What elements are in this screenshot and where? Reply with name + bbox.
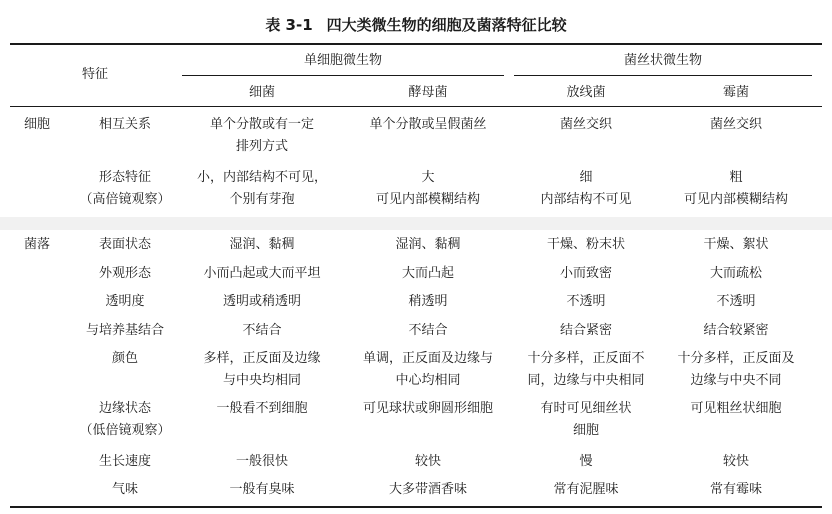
- cell-line: 不结合: [242, 323, 282, 338]
- column-header-actinomycete: 放线菌: [566, 85, 606, 100]
- table-cell-mold: [660, 348, 812, 392]
- cell-line: 内部结构不可见: [540, 192, 632, 207]
- table-cell-bacteria: [182, 291, 342, 313]
- table-cell-actinomycete: [510, 479, 662, 501]
- table-cell-actinomycete: [510, 234, 662, 256]
- cell-line: 粗: [729, 170, 743, 185]
- table-cell-yeast: [347, 320, 509, 342]
- row-label: [70, 167, 180, 211]
- table-cell-bacteria: [182, 263, 342, 285]
- table-cell-yeast: [347, 451, 509, 473]
- cell-line: 一般有臭味: [229, 482, 295, 497]
- cell-line: 较快: [414, 454, 441, 469]
- table-cell-bacteria: [182, 348, 342, 392]
- cell-line: 透明度: [105, 294, 145, 309]
- cell-line: 细: [579, 170, 593, 185]
- cell-line: 气味: [111, 482, 138, 497]
- row-label: [70, 114, 180, 136]
- table-cell-yeast: [347, 234, 509, 256]
- cell-line: 结合较紧密: [703, 323, 769, 338]
- cell-line: （高倍镜观察）: [79, 192, 171, 207]
- table-cell-yeast: [347, 348, 509, 392]
- table-cell-actinomycete: [510, 291, 662, 313]
- table-cell-mold: [660, 114, 812, 136]
- cell-line: 一般很快: [235, 454, 288, 469]
- table-cell-bacteria: [182, 320, 342, 342]
- table-cell-actinomycete: [510, 320, 662, 342]
- cell-line: 菌丝交织: [559, 117, 612, 132]
- cell-line: 小而凸起或大而平坦: [203, 266, 321, 281]
- table-cell-bacteria: [182, 479, 342, 501]
- table-title-text: 四大类微生物的细胞及菌落特征比较: [326, 16, 567, 34]
- cell-line: 十分多样，正反面不: [527, 351, 645, 366]
- table-cell-mold: [660, 479, 812, 501]
- row-label: [70, 320, 180, 342]
- page-break-band: [0, 217, 832, 230]
- cell-line: 常有霉味: [709, 482, 762, 497]
- cell-line: 可见粗丝状细胞: [690, 401, 782, 416]
- table-cell-bacteria: [182, 398, 342, 420]
- table-cell-actinomycete: [510, 114, 662, 136]
- table-cell-bacteria: [182, 114, 342, 158]
- cell-line: 大多带酒香味: [388, 482, 467, 497]
- cell-line: 可见内部模糊结构: [375, 192, 480, 207]
- cell-line: 稍透明: [408, 294, 448, 309]
- cell-line: 小而致密: [559, 266, 612, 281]
- cell-line: 中心均相同: [395, 373, 461, 388]
- table-cell-bacteria: [182, 167, 342, 211]
- cell-line: 不透明: [566, 294, 606, 309]
- table-cell-actinomycete: [510, 348, 662, 392]
- table-cell-bacteria: [182, 234, 342, 256]
- cell-line: 较快: [722, 454, 749, 469]
- cell-line: （低倍镜观察）: [79, 423, 171, 438]
- table-cell-yeast: [347, 398, 509, 420]
- cell-line: 一般看不到细胞: [216, 401, 308, 416]
- row-label: [70, 398, 180, 442]
- cell-line: 可见内部模糊结构: [683, 192, 788, 207]
- cell-line: 单个分散或呈假菌丝: [369, 117, 487, 132]
- cell-line: 细胞: [572, 423, 599, 438]
- column-header-mold: 霉菌: [722, 85, 749, 100]
- table-cell-mold: [660, 291, 812, 313]
- row-label: [70, 234, 180, 256]
- cell-line: 可见球状或卵圆形细胞: [362, 401, 493, 416]
- header-group-single: 单细胞微生物: [303, 53, 382, 68]
- header-feature: 特征: [81, 67, 108, 82]
- table-cell-mold: [660, 234, 812, 256]
- cell-line: 干燥、粉末状: [546, 237, 625, 252]
- table-title: [0, 14, 832, 35]
- section-label-colony: 菌落: [24, 237, 51, 252]
- cell-line: 同，边缘与中央相同: [527, 373, 645, 388]
- table-cell-actinomycete: [510, 263, 662, 285]
- column-header-bacteria: 细菌: [248, 85, 275, 100]
- cell-line: 相互关系: [98, 117, 151, 132]
- row-label: [70, 348, 180, 370]
- table-cell-yeast: [347, 167, 509, 211]
- table-cell-actinomycete: [510, 451, 662, 473]
- row-label: [70, 263, 180, 285]
- bottom-rule: [10, 506, 822, 508]
- cell-line: 边缘状态: [98, 401, 151, 416]
- cell-line: 湿润、黏稠: [395, 237, 461, 252]
- header-bottom-rule: [10, 106, 822, 107]
- table-cell-mold: [660, 451, 812, 473]
- table-cell-actinomycete: [510, 398, 662, 442]
- row-label: [70, 479, 180, 501]
- group-rule-filament: [514, 75, 812, 76]
- cell-line: 透明或稍透明: [222, 294, 301, 309]
- cell-line: 不结合: [408, 323, 448, 338]
- cell-line: 外观形态: [98, 266, 151, 281]
- top-rule: [10, 43, 822, 45]
- row-label: [70, 451, 180, 473]
- cell-line: 大: [421, 170, 435, 185]
- cell-line: 与培养基结合: [85, 323, 164, 338]
- cell-line: 与中央均相同: [222, 373, 301, 388]
- cell-line: 有时可见细丝状: [540, 401, 632, 416]
- column-header-yeast: 酵母菌: [408, 85, 448, 100]
- cell-line: 排列方式: [235, 139, 288, 154]
- cell-line: 形态特征: [98, 170, 151, 185]
- cell-line: 大而凸起: [401, 266, 454, 281]
- cell-line: 小，内部结构不可见，: [196, 170, 327, 185]
- table-cell-mold: [660, 167, 812, 211]
- table-cell-bacteria: [182, 451, 342, 473]
- group-rule-single: [182, 75, 504, 76]
- table-cell-mold: [660, 263, 812, 285]
- table-cell-yeast: [347, 479, 509, 501]
- cell-line: 生长速度: [98, 454, 151, 469]
- table-cell-actinomycete: [510, 167, 662, 211]
- cell-line: 慢: [579, 454, 593, 469]
- cell-line: 菌丝交织: [709, 117, 762, 132]
- table-cell-yeast: [347, 114, 509, 136]
- cell-line: 单调，正反面及边缘与: [362, 351, 493, 366]
- cell-line: 边缘与中央不同: [690, 373, 782, 388]
- cell-line: 常有泥腥味: [553, 482, 619, 497]
- cell-line: 不透明: [716, 294, 756, 309]
- section-label-cell: 细胞: [24, 117, 51, 132]
- cell-line: 大而疏松: [709, 266, 762, 281]
- table-cell-yeast: [347, 291, 509, 313]
- cell-line: 单个分散或有一定: [209, 117, 314, 132]
- cell-line: 个别有芽孢: [229, 192, 295, 207]
- table-number: 表 3-1: [265, 16, 313, 34]
- cell-line: 干燥、絮状: [703, 237, 769, 252]
- cell-line: 湿润、黏稠: [229, 237, 295, 252]
- cell-line: 结合紧密: [559, 323, 612, 338]
- row-label: [70, 291, 180, 313]
- cell-line: 表面状态: [98, 237, 151, 252]
- table-cell-mold: [660, 320, 812, 342]
- cell-line: 颜色: [111, 351, 138, 366]
- cell-line: 多样，正反面及边缘: [203, 351, 321, 366]
- cell-line: 十分多样，正反面及: [677, 351, 795, 366]
- table-cell-mold: [660, 398, 812, 420]
- header-group-filament: 菌丝状微生物: [623, 53, 702, 68]
- table-cell-yeast: [347, 263, 509, 285]
